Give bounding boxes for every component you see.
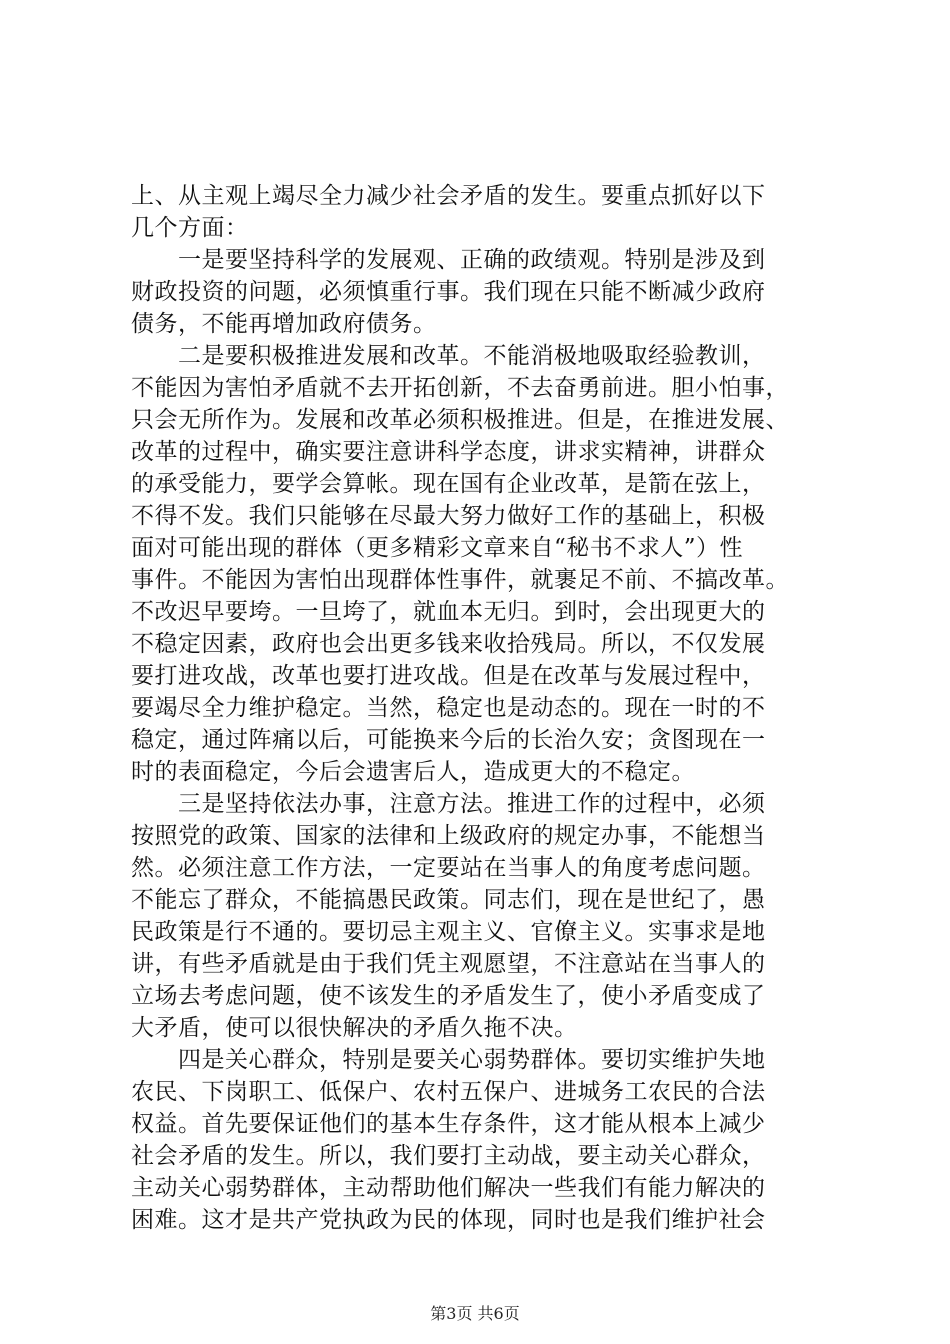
text-line: 要打进攻战，改革也要打进攻战。但是在改革与发展过程中， bbox=[131, 663, 766, 689]
text-line: 稳定，通过阵痛以后，可能换来今后的长治久安；贪图现在一 bbox=[131, 727, 766, 753]
text-line: 二是要积极推进发展和改革。不能消极地吸取经验教训， bbox=[131, 343, 766, 369]
text-line: 大矛盾，使可以很快解决的矛盾久拖不决。 bbox=[131, 1015, 578, 1041]
text-line: 不得不发。我们只能够在尽最大努力做好工作的基础上，积极 bbox=[131, 503, 766, 529]
text-line: 农民、下岗职工、低保户、农村五保户、进城务工农民的合法 bbox=[131, 1079, 766, 1105]
text-line: 不改迟早要垮。一旦垮了，就血本无归。到时，会出现更大的 bbox=[131, 599, 766, 625]
text-line: 事件。不能因为害怕出现群体性事件，就裹足不前、不搞改革。 bbox=[131, 567, 789, 593]
text-line: 不能因为害怕矛盾就不去开拓创新，不去奋勇前进。胆小怕事， bbox=[131, 375, 789, 401]
text-line: 几个方面： bbox=[131, 215, 249, 241]
text-line: 的承受能力，要学会算帐。现在国有企业改革，是箭在弦上， bbox=[131, 471, 766, 497]
text-line: 按照党的政策、国家的法律和上级政府的规定办事，不能想当 bbox=[131, 823, 766, 849]
text-line: 一是要坚持科学的发展观、正确的政绩观。特别是涉及到 bbox=[131, 247, 766, 273]
text-line: 面对可能出现的群体（更多精彩文章来自“秘书不求人”）性 bbox=[131, 535, 744, 561]
text-line: 民政策是行不通的。要切忌主观主义、官僚主义。实事求是地 bbox=[131, 919, 766, 945]
text-line: 债务，不能再增加政府债务。 bbox=[131, 311, 437, 337]
text-line: 然。必须注意工作方法，一定要站在当事人的角度考虑问题。 bbox=[131, 855, 766, 881]
text-line: 不稳定因素，政府也会出更多钱来收拾残局。所以，不仅发展 bbox=[131, 631, 766, 657]
text-line: 困难。这才是共产党执政为民的体现，同时也是我们维护社会 bbox=[131, 1207, 766, 1233]
text-line: 权益。首先要保证他们的基本生存条件，这才能从根本上减少 bbox=[131, 1111, 766, 1137]
text-line: 时的表面稳定，今后会遗害后人，造成更大的不稳定。 bbox=[131, 759, 695, 785]
text-line: 主动关心弱势群体，主动帮助他们解决一些我们有能力解决的 bbox=[131, 1175, 766, 1201]
text-line: 财政投资的问题，必须慎重行事。我们现在只能不断减少政府 bbox=[131, 279, 766, 305]
text-line: 改革的过程中，确实要注意讲科学态度，讲求实精神，讲群众 bbox=[131, 439, 766, 465]
text-line: 不能忘了群众，不能搞愚民政策。同志们，现在是世纪了，愚 bbox=[131, 887, 766, 913]
text-line: 讲，有些矛盾就是由于我们凭主观愿望，不注意站在当事人的 bbox=[131, 951, 766, 977]
text-line: 社会矛盾的发生。所以，我们要打主动战，要主动关心群众， bbox=[131, 1143, 766, 1169]
text-line: 要竭尽全力维护稳定。当然，稳定也是动态的。现在一时的不 bbox=[131, 695, 766, 721]
body-text bbox=[131, 180, 831, 1236]
text-line: 立场去考虑问题，使不该发生的矛盾发生了，使小矛盾变成了 bbox=[131, 983, 766, 1009]
text-line: 四是关心群众，特别是要关心弱势群体。要切实维护失地 bbox=[131, 1047, 766, 1073]
text-line: 只会无所作为。发展和改革必须积极推进。但是，在推进发展、 bbox=[131, 407, 789, 433]
text-line: 三是坚持依法办事，注意方法。推进工作的过程中，必须 bbox=[131, 791, 766, 817]
text-line: 上、从主观上竭尽全力减少社会矛盾的发生。要重点抓好以下 bbox=[131, 183, 766, 209]
page-number-footer: 第3页 共6页 bbox=[430, 1304, 520, 1323]
